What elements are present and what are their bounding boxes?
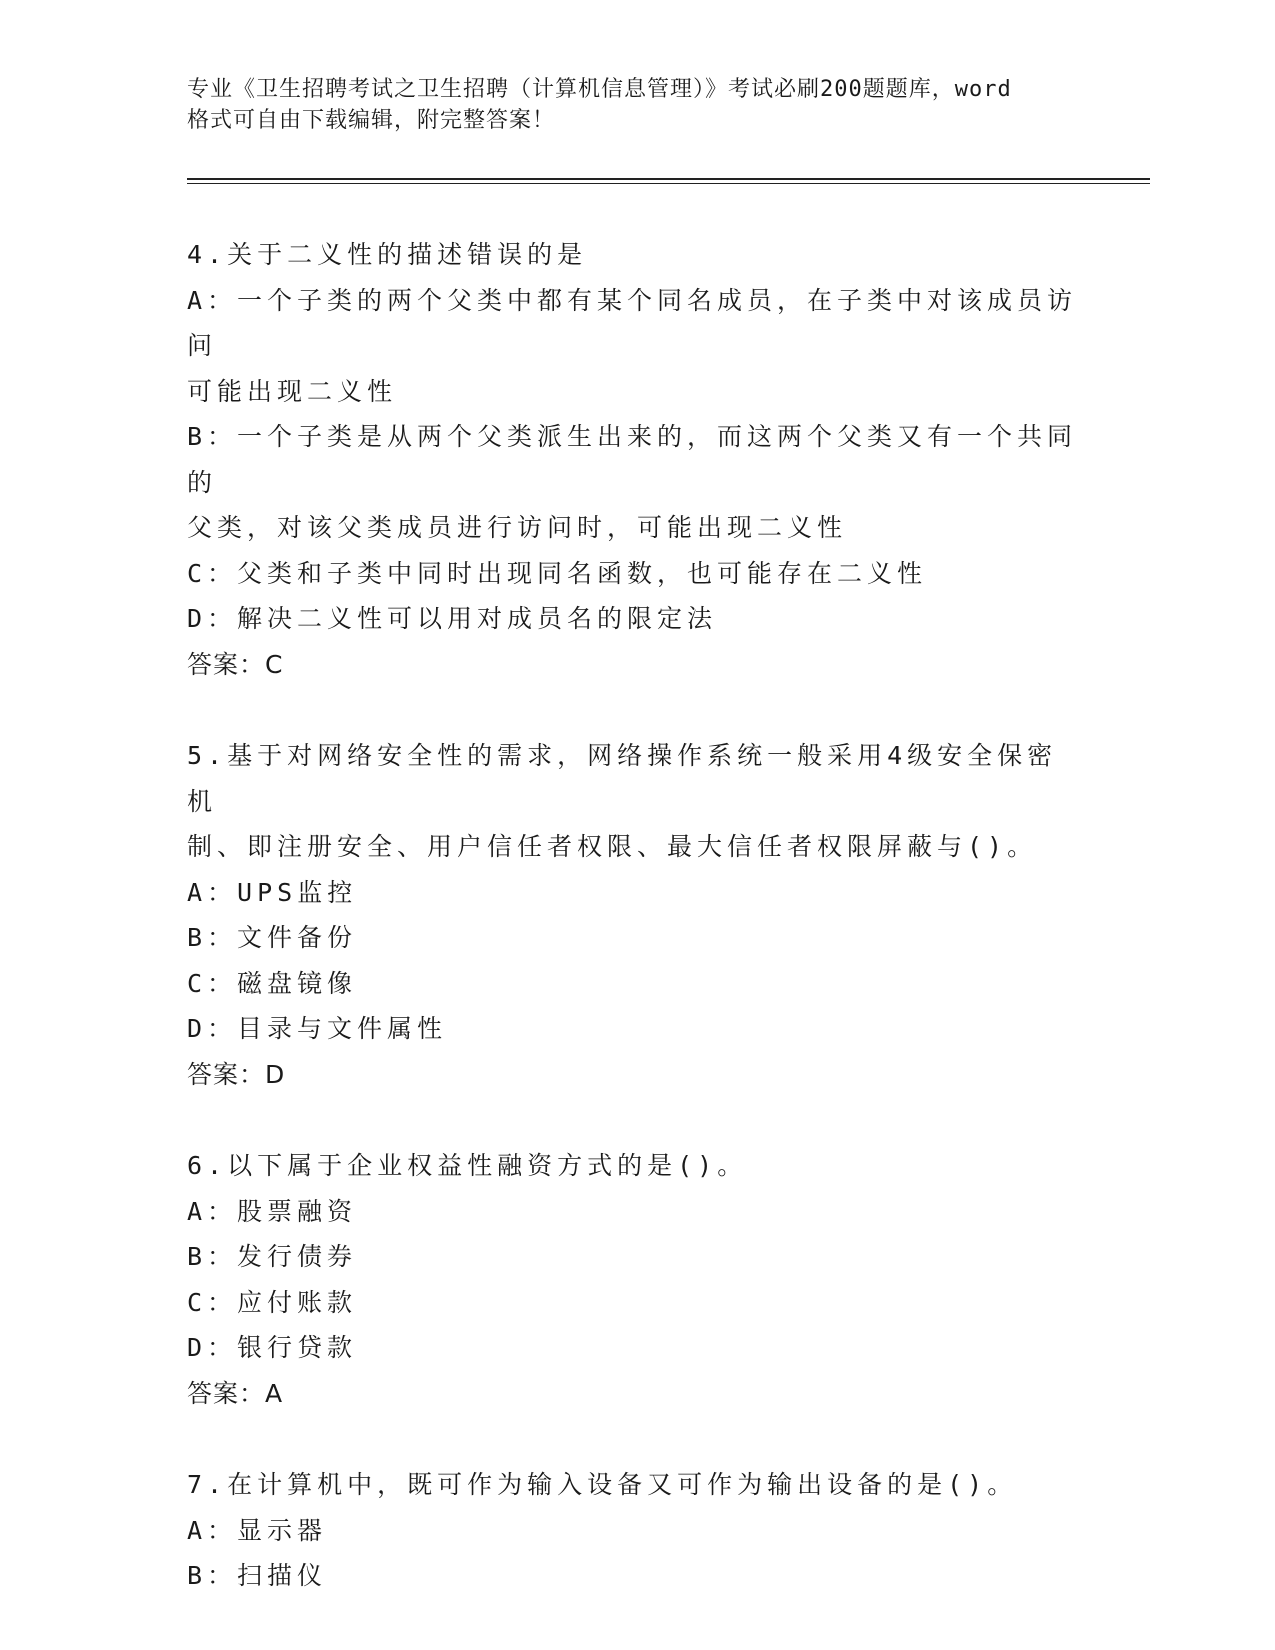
option-d: D：目录与文件属性 [187, 1014, 448, 1043]
question-5 [187, 733, 1087, 1097]
question-list [187, 232, 1087, 1645]
header-line-2: 格式可自由下载编辑，附完整答案！ [187, 108, 556, 133]
option-a: A：股票融资 [187, 1196, 358, 1226]
option-d: D：解决二义性可以用对成员名的限定法 [187, 604, 718, 633]
header-line-1: 专业《卫生招聘考试之卫生招聘（计算机信息管理）》考试必刷200题题库，word [187, 77, 1012, 102]
document-header [187, 74, 1097, 136]
question-stem: 4.关于二义性的描述错误的是 [187, 240, 588, 269]
answer-label: 答案：C [187, 649, 284, 679]
option-b: B：发行债券 [187, 1242, 358, 1271]
option-b: B：扫描仪 [187, 1561, 328, 1590]
question-4 [187, 232, 1087, 687]
option-a: A：显示器 [187, 1515, 328, 1545]
option-a: A：一个子类的两个父类中都有某个同名成员，在子类中对该成员访问 [187, 285, 1078, 360]
question-6 [187, 1143, 1087, 1416]
question-stem: 7.在计算机中，既可作为输入设备又可作为输出设备的是()。 [187, 1470, 1018, 1499]
header-divider-thin [187, 183, 1150, 184]
option-c: C：应付账款 [187, 1287, 358, 1317]
option-c: C：父类和子类中同时出现同名函数，也可能存在二义性 [187, 558, 928, 588]
option-b: B：一个子类是从两个父类派生出来的，而这两个父类又有一个共同的 [187, 422, 1078, 497]
option-b: B：文件备份 [187, 923, 358, 952]
question-7 [187, 1462, 1087, 1599]
answer-label: 答案：D [187, 1059, 286, 1089]
option-d: D：银行贷款 [187, 1333, 358, 1362]
option-b-continued: 父类，对该父类成员进行访问时，可能出现二义性 [187, 513, 848, 542]
question-stem: 5.基于对网络安全性的需求，网络操作系统一般采用4级安全保密机 [187, 741, 1058, 816]
question-stem: 6.以下属于企业权益性融资方式的是()。 [187, 1151, 748, 1180]
answer-label: 答案：A [187, 1378, 284, 1408]
question-stem-continued: 制、即注册安全、用户信任者权限、最大信任者权限屏蔽与()。 [187, 832, 1038, 861]
option-c: C：磁盘镜像 [187, 968, 358, 998]
header-divider [187, 178, 1150, 180]
option-a: A：UPS监控 [187, 877, 358, 907]
option-a-continued: 可能出现二义性 [187, 376, 398, 406]
